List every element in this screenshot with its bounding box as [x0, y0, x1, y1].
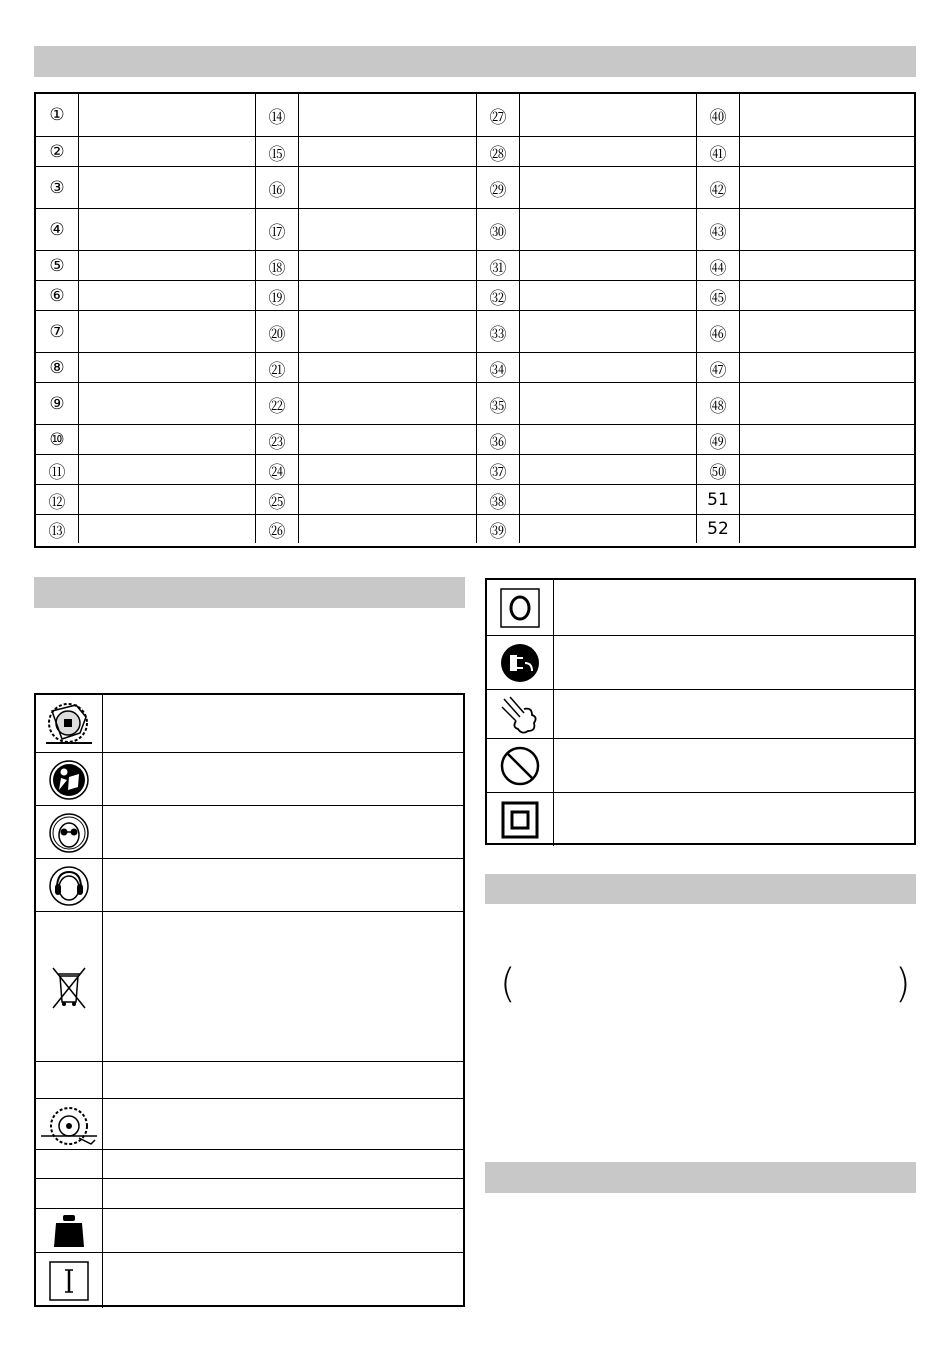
empty-symbol-cell: [36, 1062, 103, 1099]
column-divider: [476, 137, 477, 167]
column-divider: [476, 383, 477, 425]
parts-row: [36, 424, 914, 455]
part-number: ㉚: [477, 209, 520, 251]
symbol-row: [36, 1061, 463, 1099]
part-number: ㉘: [477, 137, 520, 167]
part-number: ㊵: [697, 94, 740, 136]
part-number: ㉔: [256, 455, 299, 485]
column-divider: [476, 167, 477, 209]
column-divider: [255, 425, 256, 455]
part-number: ⑭: [256, 94, 299, 136]
part-number: ⑫: [36, 485, 79, 515]
part-number: ⑰: [256, 209, 299, 251]
part-number: ⑨: [36, 383, 79, 425]
part-number: ㉕: [256, 485, 299, 515]
part-number: ㊺: [697, 281, 740, 311]
switch-off-icon: [487, 580, 554, 635]
column-divider: [476, 251, 477, 281]
parts-row: [36, 310, 914, 353]
part-number: ⑩: [36, 425, 79, 455]
open-bracket: (: [500, 961, 516, 1007]
part-number: ㉜: [477, 281, 520, 311]
part-number: ㊴: [477, 515, 520, 543]
crossed-bin-icon: [36, 912, 103, 1062]
part-number: ㊿: [697, 455, 740, 485]
section-header-bar-right-1: [485, 874, 916, 904]
symbol-row: [36, 1208, 463, 1253]
empty-symbol-cell: [36, 1179, 103, 1209]
column-divider: [255, 515, 256, 543]
symbol-row: [36, 1178, 463, 1209]
part-number: ⑬: [36, 515, 79, 543]
column-divider: [696, 425, 697, 455]
column-divider: [696, 281, 697, 311]
part-number: ㊼: [697, 353, 740, 383]
column-divider: [696, 383, 697, 425]
column-divider: [476, 425, 477, 455]
column-divider: [255, 353, 256, 383]
ear-protection-icon: [36, 859, 103, 912]
parts-row: [36, 280, 914, 311]
part-number: ①: [36, 94, 79, 136]
symbol-row: [36, 1098, 463, 1150]
column-divider: [255, 383, 256, 425]
part-number: ㉞: [477, 353, 520, 383]
symbol-row: [487, 738, 914, 793]
part-number: ⑯: [256, 167, 299, 209]
part-number: ㉝: [477, 311, 520, 353]
parts-row: [36, 352, 914, 383]
part-number: ㉑: [256, 353, 299, 383]
part-number: ㉟: [477, 383, 520, 425]
parts-row: [36, 208, 914, 251]
symbol-row: [487, 635, 914, 690]
part-number: ⑮: [256, 137, 299, 167]
parts-row: [36, 454, 914, 485]
symbol-row: [487, 792, 914, 846]
parts-row: [36, 166, 914, 209]
part-number: 52: [697, 515, 740, 543]
part-number: ②: [36, 137, 79, 167]
column-divider: [696, 311, 697, 353]
part-number: ㉒: [256, 383, 299, 425]
column-divider: [255, 94, 256, 136]
part-number: ③: [36, 167, 79, 209]
symbol-row: [487, 580, 914, 635]
part-number: ⑤: [36, 251, 79, 281]
parts-row: [36, 484, 914, 515]
part-number: ㊱: [477, 425, 520, 455]
column-divider: [476, 281, 477, 311]
part-number: ⑳: [256, 311, 299, 353]
part-number: ㊸: [697, 209, 740, 251]
part-number: ㊷: [697, 167, 740, 209]
parts-row: [36, 250, 914, 281]
parts-row: [36, 94, 914, 136]
section-header-bar-parts: [34, 46, 916, 77]
part-number: ㉗: [477, 94, 520, 136]
part-number: ㊹: [697, 251, 740, 281]
parts-list-table: [34, 92, 916, 548]
symbol-row: [36, 805, 463, 859]
column-divider: [255, 311, 256, 353]
part-number: ㊾: [697, 425, 740, 455]
part-number: ㊳: [477, 485, 520, 515]
column-divider: [696, 353, 697, 383]
column-divider: [696, 485, 697, 515]
part-number: ⑲: [256, 281, 299, 311]
weight-icon: [36, 1209, 103, 1253]
column-divider: [255, 209, 256, 251]
dust-warning-icon: [487, 690, 554, 739]
part-number: ㉖: [256, 515, 299, 543]
section-header-bar-symbols: [34, 577, 465, 608]
column-divider: [696, 94, 697, 136]
column-divider: [696, 455, 697, 485]
close-bracket: ): [895, 961, 911, 1007]
part-number: ⑪: [36, 455, 79, 485]
parts-row: [36, 514, 914, 543]
part-number: ⑦: [36, 311, 79, 353]
read-manual-icon: [36, 753, 103, 806]
column-divider: [476, 515, 477, 543]
parts-row: [36, 382, 914, 425]
prohibition-icon: [487, 739, 554, 793]
part-number: ⑧: [36, 353, 79, 383]
column-divider: [696, 137, 697, 167]
symbol-row: [36, 752, 463, 806]
symbols-table-left: [34, 693, 465, 1307]
part-number: ㊲: [477, 455, 520, 485]
column-divider: [696, 251, 697, 281]
column-divider: [476, 311, 477, 353]
column-divider: [476, 455, 477, 485]
symbol-row: [36, 858, 463, 912]
column-divider: [255, 251, 256, 281]
double-insulation-icon: [487, 793, 554, 846]
column-divider: [696, 515, 697, 543]
part-number: ㊽: [697, 383, 740, 425]
part-number: ⑥: [36, 281, 79, 311]
column-divider: [476, 209, 477, 251]
column-divider: [476, 94, 477, 136]
column-divider: [696, 167, 697, 209]
section-header-bar-right-2: [485, 1162, 916, 1193]
column-divider: [476, 485, 477, 515]
symbol-row: [36, 1252, 463, 1308]
symbol-row: [36, 1149, 463, 1179]
part-number: ㉙: [477, 167, 520, 209]
part-number: ㊶: [697, 137, 740, 167]
part-number: ④: [36, 209, 79, 251]
symbol-row: [36, 695, 463, 752]
part-number: ㉓: [256, 425, 299, 455]
symbols-table-right: [485, 578, 916, 845]
eye-protection-icon: [36, 806, 103, 859]
parts-row: [36, 136, 914, 167]
column-divider: [255, 167, 256, 209]
empty-symbol-cell: [36, 1150, 103, 1179]
symbol-row: [36, 911, 463, 1062]
part-number: ⑱: [256, 251, 299, 281]
part-number: 51: [697, 485, 740, 515]
column-divider: [255, 455, 256, 485]
switch-on-icon: [36, 1253, 103, 1308]
column-divider: [696, 209, 697, 251]
column-divider: [255, 137, 256, 167]
circular-saw-icon: [36, 695, 103, 752]
column-divider: [476, 353, 477, 383]
part-number: ㊻: [697, 311, 740, 353]
saw-blade-diagram-icon: [36, 1099, 103, 1150]
column-divider: [255, 281, 256, 311]
column-divider: [255, 485, 256, 515]
unplug-icon: [487, 636, 554, 690]
symbol-row: [487, 689, 914, 739]
part-number: ㉛: [477, 251, 520, 281]
